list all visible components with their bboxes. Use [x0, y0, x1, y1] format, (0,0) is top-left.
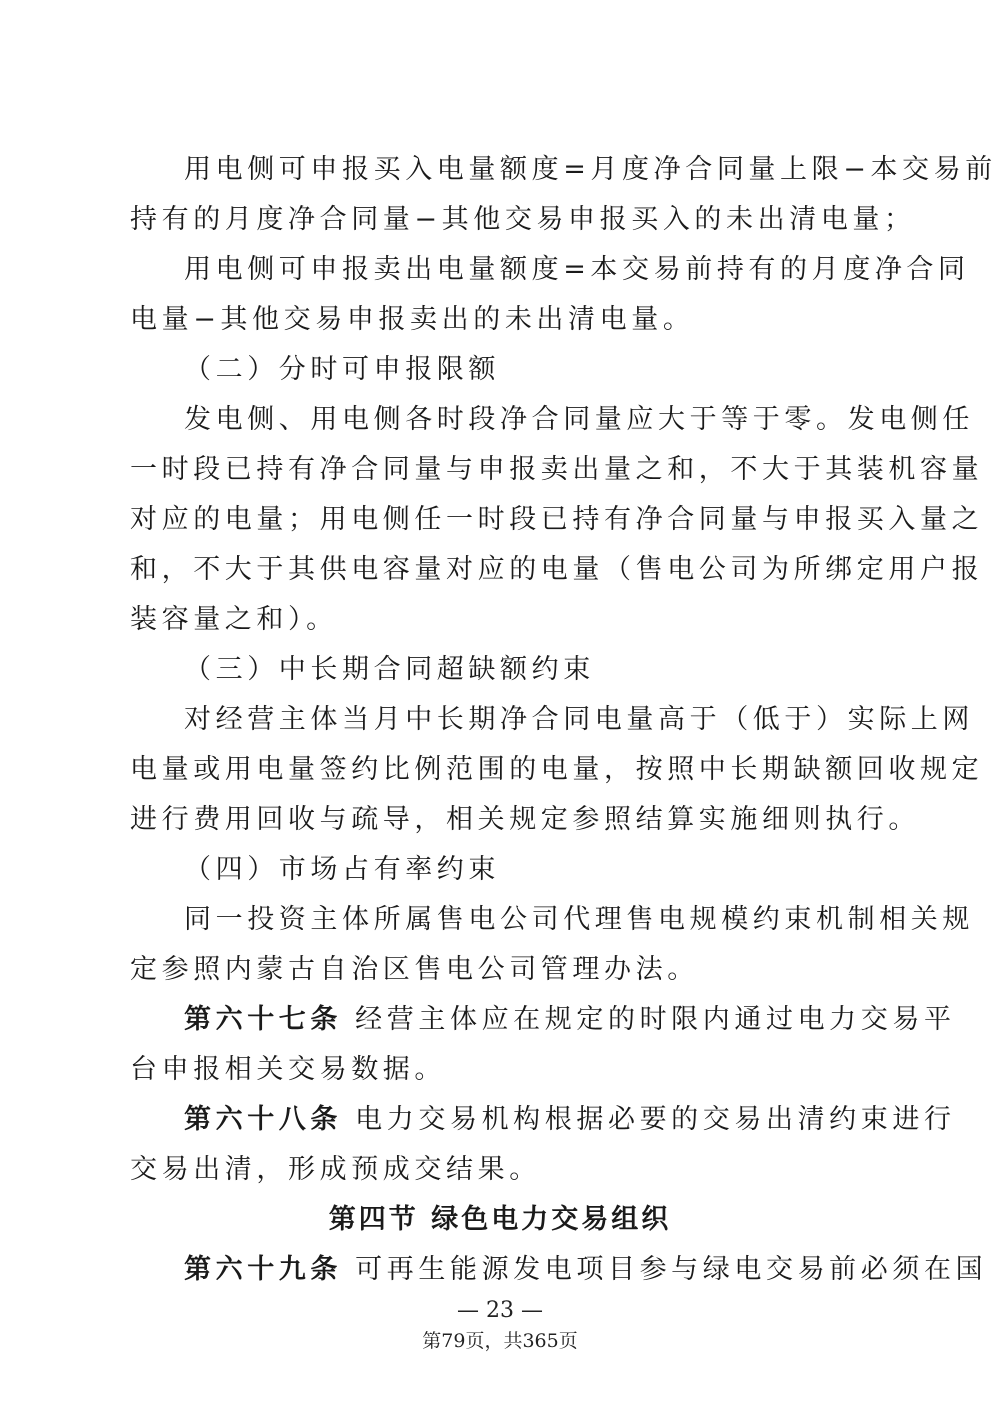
paragraph-line: 用电侧可申报卖出电量额度=本交易前持有的月度净合同 — [184, 254, 970, 285]
article-68-title: 第六十八条 — [184, 1104, 342, 1135]
subheading-2: （二）分时可申报限额 — [184, 354, 500, 385]
paragraph-line: 进行费用回收与疏导，相关规定参照结算实施细则执行。 — [130, 804, 920, 835]
article-69-line — [184, 1250, 988, 1290]
page-number: — 23 — — [457, 1298, 543, 1323]
paragraph-line: 对经营主体当月中长期净合同电量高于（低于）实际上网 — [184, 704, 974, 735]
article-69-text: 可再生能源发电项目参与绿电交易前必须在国 — [342, 1254, 988, 1285]
paragraph-line: 电量−其他交易申报卖出的未出清电量。 — [130, 304, 695, 335]
article-69-title: 第六十九条 — [184, 1254, 342, 1285]
paragraph-line: 定参照内蒙古自治区售电公司管理办法。 — [130, 954, 699, 985]
article-67-text: 经营主体应在规定的时限内通过电力交易平 — [342, 1004, 956, 1035]
paragraph-line: 交易出清，形成预成交结果。 — [130, 1154, 541, 1185]
article-68-text: 电力交易机构根据必要的交易出清约束进行 — [342, 1104, 956, 1135]
paragraph-line: 一时段已持有净合同量与申报卖出量之和，不大于其装机容量 — [130, 454, 984, 485]
paragraph-line: 发电侧、用电侧各时段净合同量应大于等于零。发电侧任 — [184, 404, 974, 435]
article-67-line — [184, 1000, 956, 1040]
paragraph-line: 持有的月度净合同量−其他交易申报买入的未出清电量； — [130, 204, 916, 235]
paragraph-line: 台申报相关交易数据。 — [130, 1054, 446, 1085]
paragraph-line: 装容量之和）。 — [130, 604, 338, 635]
paragraph-line: 同一投资主体所属售电公司代理售电规模约束机制相关规 — [184, 904, 974, 935]
article-67-title: 第六十七条 — [184, 1004, 342, 1035]
paragraph-line: 电量或用电量签约比例范围的电量，按照中长期缺额回收规定 — [130, 754, 984, 785]
section-heading: 第四节 绿色电力交易组织 — [328, 1204, 672, 1235]
article-68-line — [184, 1100, 956, 1140]
subheading-3: （三）中长期合同超缺额约束 — [184, 654, 595, 685]
paragraph-line: 用电侧可申报买入电量额度=月度净合同量上限−本交易前 — [184, 154, 997, 185]
page-info: 第79页，共365页 — [422, 1330, 578, 1352]
paragraph-line: 和，不大于其供电容量对应的电量（售电公司为所绑定用户报 — [130, 554, 984, 585]
subheading-4: （四）市场占有率约束 — [184, 854, 500, 885]
paragraph-line: 对应的电量；用电侧任一时段已持有净合同量与申报买入量之 — [130, 504, 984, 535]
